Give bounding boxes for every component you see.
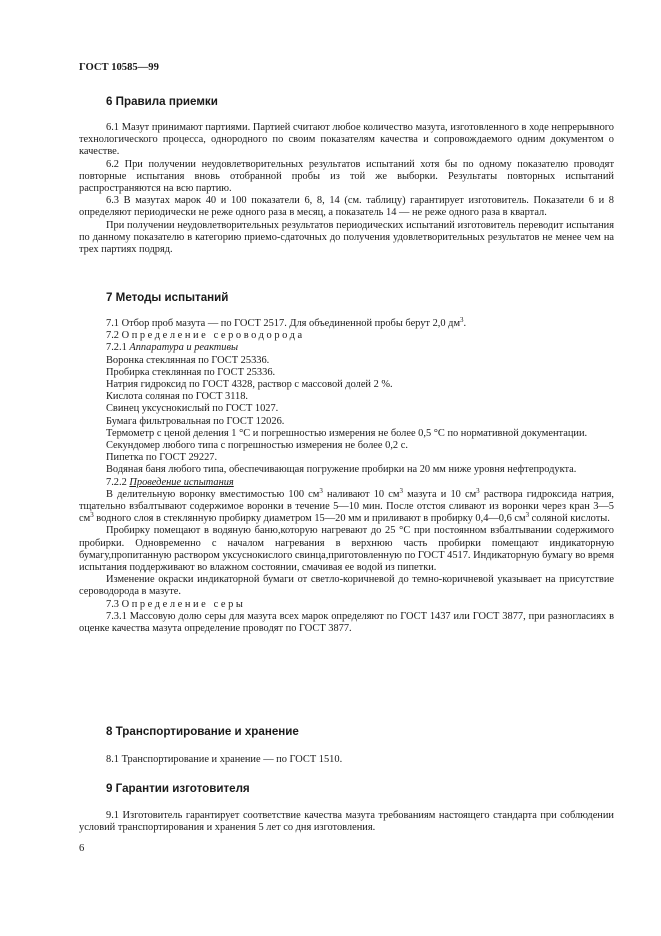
equipment-item: Кислота соляная по ГОСТ 3118. [106,391,249,403]
section-8-title: 8 Транспортирование и хранение [106,725,299,738]
paragraph-8-1: 8.1 Транспортирование и хранение — по ГОСТ 1510. [106,754,343,765]
paragraph-7-2-2: 7.2.2 Проведение испытания [106,476,234,488]
procedure-paragraph-2: Пробирку помещают в водяную баню,которую нагревают до 25 °С при постоянном взбалтывании содержимого пробирки. Одновременно с началом нагревания в верхнюю часть пробирки помещают индикаторную бумагу,пропитанную раствором уксуснокислого свинца,приготовленную по ГОСТ 4517. Индикаторную бумагу во время испытания поддерживают во влажном состоянии, смачивая ее водой из пипетки. [79,525,614,574]
equipment-thermometer: Термометр с ценой деления 1 °С и погрешностью измерения не более 0,5 °С по нормативной документации. [106,427,588,439]
procedure-paragraph-1: В делительную воронку вместимостью 100 $см^3$ наливают 10 $см^3$ мазута и 10 $см^3$ раствора гидроксида натрия, тщательно взбалтывают содержимое воронки в течение 5—10 мин. После отстоя сливают из воронки через кран 3—5 $см^3$ водного слоя в стеклянную пробирку диаметром 15—20 мм и приливают в пробирку 0,4—0,6 $см^3$ соляной кислоты. [79,486,614,525]
equipment-pipette: Пипетка по ГОСТ 29227. [106,452,218,464]
equipment-stopwatch: Секундомер любого типа с погрешностью измерения не более 0,2 с. [106,440,408,452]
paragraph-7-2-1: 7.2.1 Аппаратура и реактивы [106,342,239,354]
equipment-item: Свинец уксуснокислый по ГОСТ 1027. [106,403,279,415]
section-6-title: 6 Правила приемки [106,95,218,108]
paragraph-6-3: 6.3 В мазутах марок 40 и 100 показатели 6, 8, 14 (см. таблицу) гарантирует изготовитель. Показатели 6 и 8 определяют периодически не реже одного раза в месяц, а показатель 14 — не реже одного раза в квартал. [79,195,614,219]
equipment-item: Натрия гидроксид по ГОСТ 4328, раствор с массовой долей 2 %. [106,379,393,391]
paragraph-7-2: 7.2 Определение сероводорода [106,330,305,342]
paragraph-6-1: 6.1 Мазут принимают партиями. Партией считают любое количество мазута, изготовленного в ходе непрерывного технологического процесса, однородного по своим показателям качества и сопровождаемого одним документом о качестве. [79,122,614,158]
paragraph-7-1: 7.1 Отбор проб мазута — по ГОСТ 2517. Для объединенной пробы берут 2,0 $дм^3$. [106,316,467,329]
equipment-item: Бумага фильтровальная по ГОСТ 12026. [106,415,285,427]
section-7-body [79,318,614,635]
subsection-7-2-2-title: Проведение испытания [129,476,234,488]
equipment-water-bath: Водяная баня любого типа, обеспечивающая погружение пробирки на 20 мм ниже уровня нефтепродукта. [106,464,577,476]
page-number: 6 [79,843,85,854]
section-9-body [79,810,614,834]
equipment-item: Пробирка стеклянная по ГОСТ 25336. [106,366,276,378]
subsection-7-3-title: Определение серы [121,598,246,610]
subsection-7-2-1-title: Аппаратура и реактивы [129,342,239,354]
procedure-paragraph-3: Изменение окраски индикаторной бумаги от светло-коричневой до темно-коричневой указывает на присутствие сероводорода в мазуте. [79,574,614,598]
paragraph-7-3-1: 7.3.1 Массовую долю серы для мазута всех марок определяют по ГОСТ 1437 или ГОСТ 3877, при разногласиях в оценке качества мазута определение проводят по ГОСТ 3877. [79,610,614,635]
paragraph-7-3: 7.3 Определение серы [106,598,246,610]
paragraph-6-3-cont: При получении неудовлетворительных результатов периодических испытаний изготовитель переводит испытания по данному показателю в категорию приемо-сдаточных до получения удовлетворительных результатов не менее чем на трех партиях подряд. [79,219,614,256]
section-6-body [79,122,614,256]
paragraph-6-2: 6.2 При получении неудовлетворительных результатов испытаний хотя бы по одному показателю проводят повторные испытания вновь отобранной пробы из той же выборки. Результаты повторных испытаний распространяются на всю партию. [79,158,614,195]
section-9-title: 9 Гарантии изготовителя [106,782,250,795]
section-8-body [79,754,614,766]
section-7-title: 7 Методы испытаний [106,291,229,304]
paragraph-9-1: 9.1 Изготовитель гарантирует соответствие качества мазута требованиям настоящего стандарта при соблюдении условий транспортирования и хранения 5 лет со дня изготовления. [79,810,614,834]
subsection-7-2-title: Определение сероводорода [121,330,305,342]
standard-code-header: ГОСТ 10585—99 [79,62,159,73]
equipment-item: Воронка стеклянная по ГОСТ 25336. [106,354,270,366]
